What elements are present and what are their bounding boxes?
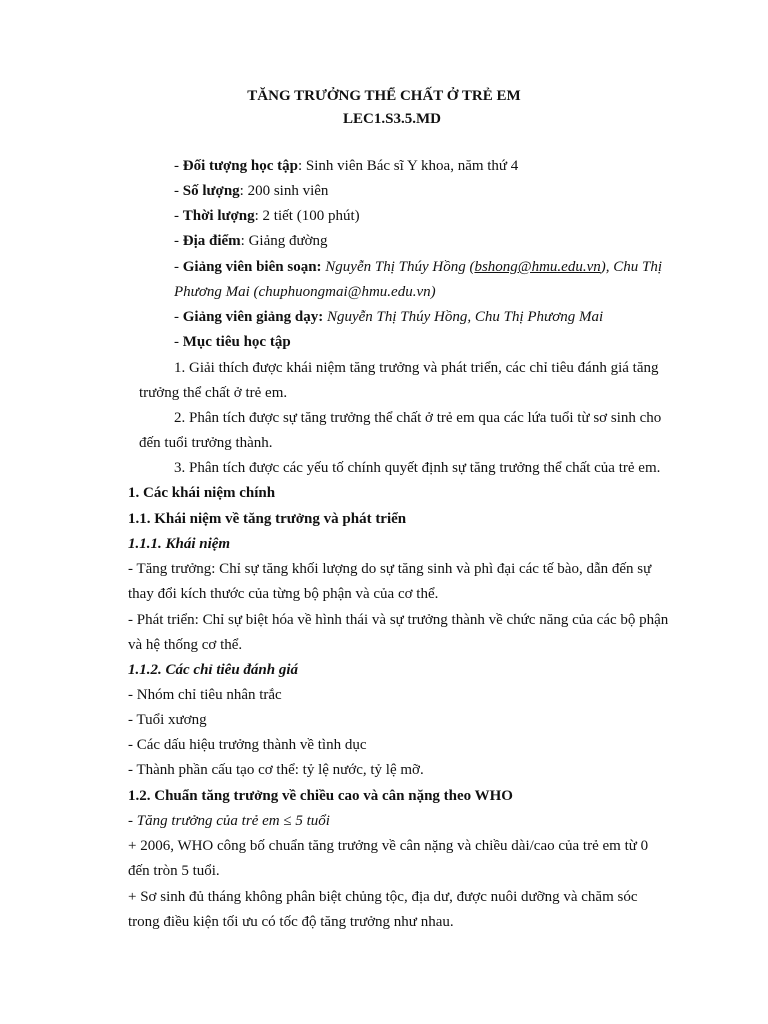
growth-line-2: thay đổi kích thước của từng bộ phận và của cơ thể. (128, 586, 439, 602)
audience-line: - Đối tượng học tập: Sinh viên Bác sĩ Y khoa, năm thứ 4 (174, 158, 519, 174)
objective-3-line-1: 3. Phân tích được các yếu tố chính quyết định sự tăng trưởng thể chất của trẻ em. (174, 460, 661, 476)
duration-value: : 2 tiết (100 phút) (254, 208, 360, 224)
section-1-2-heading (128, 786, 513, 806)
development-line-2: và hệ thống cơ thể. (128, 637, 243, 653)
indicator-2: - Tuổi xương (128, 712, 207, 728)
duration-line: - Thời lượng: 2 tiết (100 phút) (174, 208, 360, 224)
development-line-1: - Phát triển: Chỉ sự biệt hóa về hình thái và sự trưởng thành về chức năng của các bộ phận (128, 612, 669, 628)
section-1-1-heading-text: 1.1. Khái niệm về tăng trưởng và phát triển (128, 511, 407, 527)
objectives-label: Mục tiêu học tập (182, 334, 291, 350)
objectives-line: - Mục tiêu học tập (174, 334, 291, 350)
indicator-4: - Thành phần cấu tạo cơ thể: tỷ lệ nước, tỷ lệ mỡ. (128, 762, 424, 778)
growth-line-1: - Tăng trưởng: Chỉ sự tăng khối lượng do sự tăng sinh và phì đại các tế bào, dẫn đến sự (128, 561, 652, 577)
paragraph-2-line-1: + Sơ sinh đủ tháng không phân biệt chủng tộc, địa dư, được nuôi dưỡng và chăm sóc (128, 889, 638, 905)
authors-name: Nguyễn Thị Thúy Hồng ( (321, 259, 475, 275)
section-1-2-heading-text: 1.2. Chuẩn tăng trưởng về chiều cao và cân nặng theo WHO (128, 788, 513, 804)
section-1-1-1-heading: 1.1.1. Khái niệm (128, 536, 231, 552)
paragraph-1-line-1: + 2006, WHO công bố chuẩn tăng trưởng về cân nặng và chiều dài/cao của trẻ em từ 0 (128, 838, 649, 854)
teachers-line: - Giảng viên giảng dạy: Nguyễn Thị Thúy Hồng, Chu Thị Phương Mai (174, 309, 604, 325)
lecture-code: LEC1.S3.5.MD (343, 111, 441, 127)
indicator-1: - Nhóm chỉ tiêu nhân trắc (128, 687, 282, 703)
count-label: Số lượng (182, 183, 240, 199)
section-1-heading-text: 1. Các khái niệm chính (128, 485, 276, 501)
objective-1-line-1: 1. Giải thích được khái niệm tăng trưởng và phát triển, các chỉ tiêu đánh giá tăng (174, 360, 659, 376)
count-line: - Số lượng: 200 sinh viên (174, 183, 329, 199)
section-1-2-note: - Tăng trưởng của trẻ em ≤ 5 tuổi (128, 813, 330, 829)
section-1-1-2-heading: 1.1.2. Các chỉ tiêu đánh giá (128, 662, 299, 678)
teachers-label: Giảng viên giảng dạy: (182, 309, 324, 325)
document-title: TĂNG TRƯỞNG THỂ CHẤT Ở TRẺ EM (247, 88, 521, 104)
paragraph-1-line-2: đến tròn 5 tuổi. (128, 863, 220, 879)
authors-line: - Giảng viên biên soạn: Nguyễn Thị Thúy Hồng (bshong@hmu.edu.vn), Chu Thị (174, 259, 663, 275)
objective-2-line-2: đến tuổi trưởng thành. (139, 435, 273, 451)
count-value: : 200 sinh viên (239, 183, 329, 199)
teachers-value: Nguyễn Thị Thúy Hồng, Chu Thị Phương Mai (323, 309, 604, 325)
authors-email-link[interactable]: bshong@hmu.edu.vn (474, 259, 601, 275)
place-line: - Địa điểm: Giảng đường (174, 233, 328, 249)
authors-line-2: Phương Mai (chuphuongmai@hmu.edu.vn) (174, 284, 436, 300)
objective-2-line-1: 2. Phân tích được sự tăng trưởng thể chất ở trẻ em qua các lứa tuổi từ sơ sinh cho (174, 410, 662, 426)
authors-rest: ), Chu Thị (600, 259, 663, 275)
audience-label: Đối tượng học tập (182, 158, 298, 174)
audience-value: : Sinh viên Bác sĩ Y khoa, năm thứ 4 (297, 158, 519, 174)
section-1-heading (128, 483, 275, 503)
duration-label: Thời lượng (182, 208, 255, 224)
paragraph-2-line-2: trong điều kiện tối ưu có tốc độ tăng trưởng như nhau. (128, 914, 454, 930)
section-1-1-heading (128, 509, 406, 529)
place-label: Địa điểm (182, 233, 241, 249)
indicator-3: - Các dấu hiệu trưởng thành về tình dục (128, 737, 367, 753)
authors-label: Giảng viên biên soạn: (182, 259, 322, 275)
place-value: : Giảng đường (240, 233, 328, 249)
objective-1-line-2: trưởng thể chất ở trẻ em. (139, 385, 288, 401)
